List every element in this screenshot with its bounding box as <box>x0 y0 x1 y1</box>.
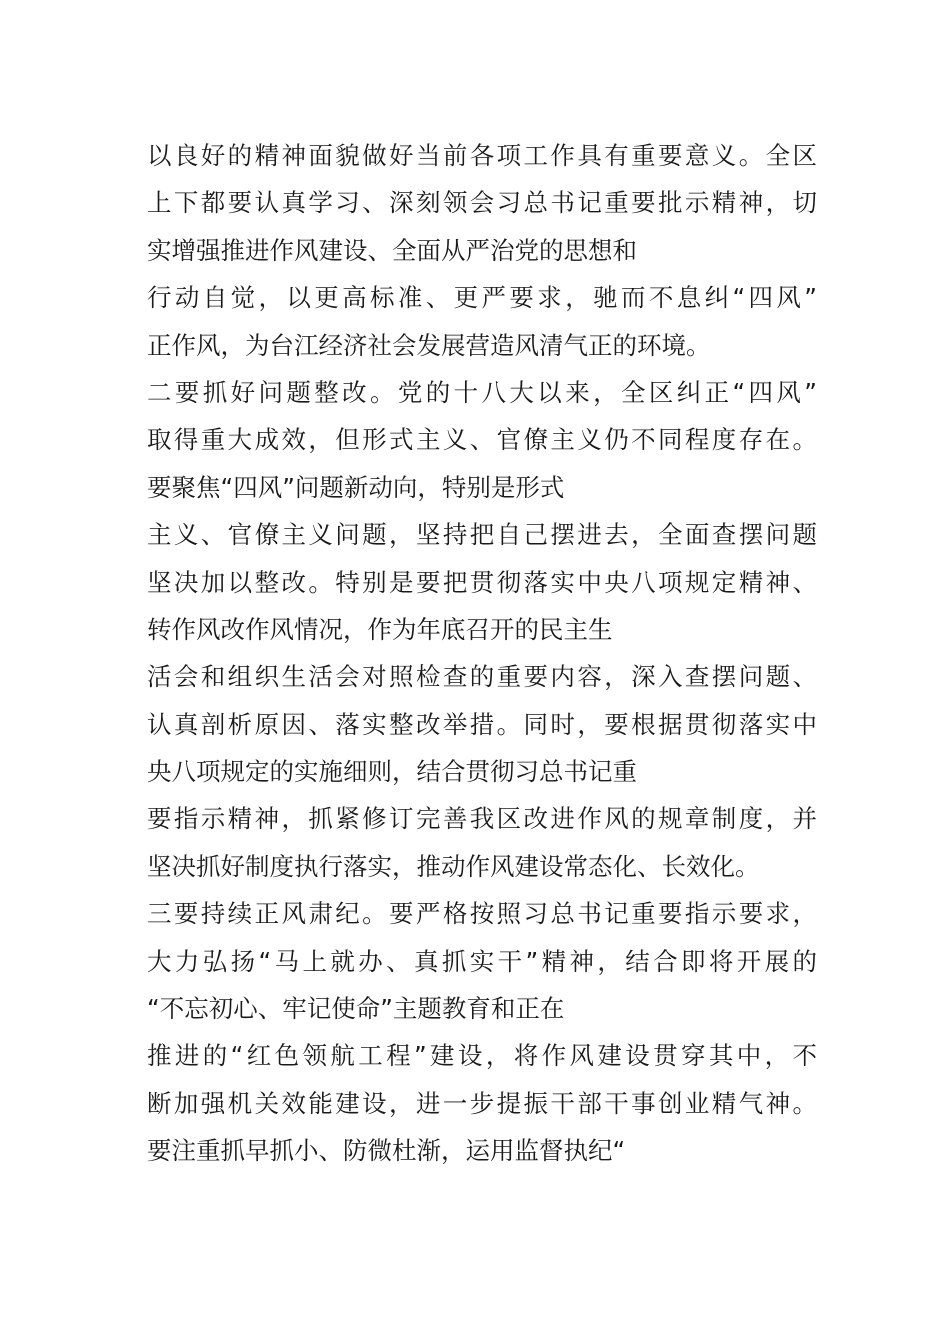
text-line: 实增强推进作风建设、全面从严治党的思想和 <box>147 235 637 265</box>
text-line: 转作风改作风情况，作为年底召开的民主生 <box>147 614 613 644</box>
text-line: 央八项规定的实施细则，结合贯彻习总书记重 <box>147 757 637 787</box>
text-line: 正作风，为台江经济社会发展营造风清气正的环境。 <box>147 330 711 360</box>
text-line: 大力弘扬“马上就办、真抓实干”精神，结合即将开展的 <box>147 946 817 976</box>
text-line: 要聚焦“四风”问题新动向，特别是形式 <box>147 472 565 502</box>
text-line: 上下都要认真学习、深刻领会习总书记重要批示精神，切 <box>147 188 817 218</box>
text-line: 坚决加以整改。特别是要把贯彻落实中央八项规定精神、 <box>147 567 817 597</box>
document-body <box>147 132 817 1175</box>
text-line: 三要持续正风肃纪。要严格按照习总书记重要指示要求， <box>147 899 817 929</box>
text-line: 主义、官僚主义问题，坚持把自己摆进去，全面查摆问题 <box>147 520 817 550</box>
text-line: 行动自觉，以更高标准、更严要求，驰而不息纠“四风” <box>147 283 817 313</box>
text-line: 认真剖析原因、落实整改举措。同时，要根据贯彻落实中 <box>147 709 817 739</box>
text-line: 活会和组织生活会对照检查的重要内容，深入查摆问题、 <box>147 662 817 692</box>
text-line: 坚决抓好制度执行落实，推动作风建设常态化、长效化。 <box>147 851 760 881</box>
text-line: 取得重大成效，但形式主义、官僚主义仍不同程度存在。 <box>147 425 817 455</box>
text-line: 二要抓好问题整改。党的十八大以来，全区纠正“四风” <box>147 377 817 407</box>
text-line: 以良好的精神面貌做好当前各项工作具有重要意义。全区 <box>147 141 817 170</box>
text-line: 断加强机关效能建设，进一步提振干部干事创业精气神。 <box>147 1088 817 1118</box>
text-line: 要指示精神，抓紧修订完善我区改进作风的规章制度，并 <box>147 804 817 834</box>
text-line: 要注重抓早抓小、防微杜渐，运用监督执纪“ <box>147 1136 626 1166</box>
text-line: “不忘初心、牢记使命”主题教育和正在 <box>147 994 565 1024</box>
text-line: 推进的“红色领航工程”建设，将作风建设贯穿其中，不 <box>147 1041 817 1071</box>
